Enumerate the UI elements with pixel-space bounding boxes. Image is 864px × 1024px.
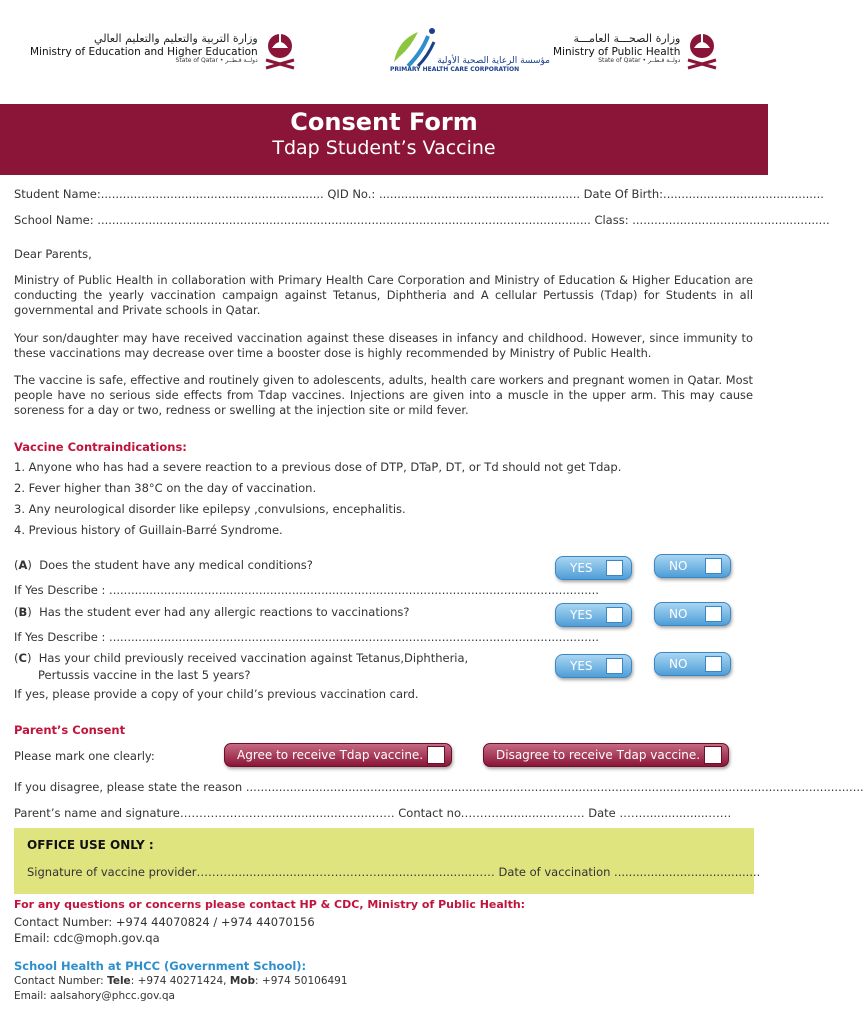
yes-label: YES bbox=[570, 561, 593, 575]
question-b-no-button[interactable] bbox=[654, 602, 731, 626]
question-a: (A) Does the student have any medical conditions? bbox=[14, 558, 313, 572]
disagree-label: Disagree to receive Tdap vaccine. bbox=[496, 748, 701, 762]
question-letter: C bbox=[18, 651, 27, 665]
moph-state: State of Qatar • دولــة قـطــر bbox=[598, 56, 681, 64]
phcc-phone-prefix: Contact Number: bbox=[14, 975, 108, 987]
checkbox[interactable] bbox=[705, 558, 722, 574]
phcc-logo bbox=[388, 22, 550, 74]
vaccination-card-note: If yes, please provide a copy of your child’s previous vaccination card. bbox=[14, 687, 419, 701]
question-c-text-line2: Pertussis vaccine in the last 5 years? bbox=[38, 668, 251, 682]
moe-state: State of Qatar • دولــة قـطــر bbox=[175, 56, 258, 64]
moph-logo bbox=[553, 26, 720, 72]
mark-one-label: Please mark one clearly: bbox=[14, 749, 155, 763]
parent-consent-heading: Parent’s Consent bbox=[14, 723, 126, 737]
moe-logo bbox=[30, 26, 298, 72]
question-c-text: Has your child previously received vaccination against Tetanus,Diphtheria, bbox=[38, 651, 469, 665]
describe-field-b[interactable]: If Yes Describe : ...................................................................................................................................... bbox=[14, 630, 599, 644]
checkbox[interactable] bbox=[427, 746, 445, 764]
office-use-heading: OFFICE USE ONLY : bbox=[27, 838, 154, 852]
describe-field-a[interactable]: If Yes Describe : ...................................................................................................................................... bbox=[14, 583, 599, 597]
checkbox[interactable] bbox=[606, 560, 623, 576]
contraindication-item: 3. Any neurological disorder like epilepsy ,convulsions, encephalitis. bbox=[14, 502, 406, 516]
checkbox[interactable] bbox=[606, 607, 623, 623]
cdc-contact-heading: For any questions or concerns please contact HP & CDC, Ministry of Public Health: bbox=[14, 898, 526, 911]
agree-label: Agree to receive Tdap vaccine. bbox=[237, 748, 424, 762]
moph-english-name: Ministry of Public Health bbox=[553, 45, 681, 58]
parent-signature-field[interactable]: Parent’s name and signature……………………..................……...…… Contact no.………..............……… Date ……..................…… bbox=[14, 806, 732, 820]
phcc-phone bbox=[14, 975, 348, 987]
school-info-row[interactable]: School Name: ....................................................................................................................................... Class: ...................................................... bbox=[14, 213, 830, 227]
question-letter: B bbox=[18, 605, 28, 619]
no-label: NO bbox=[669, 607, 688, 621]
paragraph-safety: The vaccine is safe, effective and routinely given to adolescents, adults, health care workers and pregnant women in Qatar. Most people have no serious side effects from Tdap vaccines. Injections are given into a muscle in the upper arm. This may cause soreness for a day or two, redness or swelling at the injection site or mild fever. bbox=[14, 373, 753, 417]
paragraph-campaign: Ministry of Public Health in collaboration with Primary Health Care Corporation and Ministry of Education & Higher Education are conducting the yearly vaccination campaign against Tetanus, Diphtheria and A cellular Pertussis (Tdap) for Students in all governmental and Private schools in Qatar. bbox=[14, 273, 753, 317]
moe-english-name: Ministry of Education and Higher Education bbox=[30, 45, 258, 58]
mob-label: Mob bbox=[229, 975, 256, 987]
question-letter: A bbox=[18, 558, 28, 572]
agree-button[interactable] bbox=[224, 743, 452, 767]
checkbox[interactable] bbox=[606, 658, 623, 674]
disagree-reason-field[interactable]: If you disagree, please state the reason ......................................................................................................................................................................... bbox=[14, 780, 864, 794]
contraindications-heading: Vaccine Contraindications: bbox=[14, 440, 187, 454]
question-b-text: Has the student ever had any allergic reactions to vaccinations? bbox=[39, 605, 410, 619]
question-b-yes-button[interactable] bbox=[555, 603, 632, 627]
moe-arabic-name: وزارة التربية والتعليم والتعليم العالي bbox=[94, 32, 258, 46]
office-use-box bbox=[14, 828, 761, 894]
checkbox[interactable] bbox=[704, 746, 722, 764]
phcc-email[interactable]: Email: aalsahory@phcc.gov.qa bbox=[14, 990, 175, 1002]
student-info-row[interactable]: Student Name:............................................................. QID No.: ....................................................... Date Of Birth:............................................ bbox=[14, 187, 824, 201]
title-banner bbox=[0, 104, 768, 175]
checkbox[interactable] bbox=[705, 656, 722, 672]
header bbox=[0, 0, 768, 104]
paragraph-immunity: Your son/daughter may have received vaccination against these diseases in infancy and childhood. However, since immunity to these vaccinations may decrease over time a booster dose is highly recommended by Ministry of Public Health. bbox=[14, 331, 753, 360]
moph-arabic-name: وزارة الصحـــة العامـــة bbox=[573, 32, 681, 46]
form-subtitle: Tdap Student’s Vaccine bbox=[272, 137, 496, 159]
question-b: (B) Has the student ever had any allergic reactions to vaccinations? bbox=[14, 605, 410, 619]
yes-label: YES bbox=[570, 608, 593, 622]
question-a-yes-button[interactable] bbox=[555, 556, 632, 580]
question-c-yes-button[interactable] bbox=[555, 654, 632, 678]
contraindication-item: 1. Anyone who has had a severe reaction to a previous dose of DTP, DTaP, DT, or Td should not get Tdap. bbox=[14, 460, 622, 474]
vaccine-provider-signature-field[interactable]: Signature of vaccine provider……….....................………………..........................…… Date of vaccination ........................................ bbox=[27, 865, 761, 879]
greeting: Dear Parents, bbox=[14, 247, 92, 261]
no-label: NO bbox=[669, 657, 688, 671]
question-a-no-button[interactable] bbox=[654, 554, 731, 578]
cdc-phone: Contact Number: +974 44070824 / +974 44070156 bbox=[14, 915, 315, 929]
yes-label: YES bbox=[570, 659, 593, 673]
qatar-emblem-icon bbox=[262, 26, 298, 72]
tele-label: Tele bbox=[107, 975, 131, 987]
phcc-contact-heading: School Health at PHCC (Government School): bbox=[14, 959, 307, 973]
phcc-english-name: PRIMARY HEALTH CARE CORPORATION bbox=[390, 66, 520, 73]
question-c-no-button[interactable] bbox=[654, 652, 731, 676]
contraindication-item: 4. Previous history of Guillain-Barré Syndrome. bbox=[14, 523, 283, 537]
checkbox[interactable] bbox=[705, 606, 722, 622]
tele-number: : +974 40271424, bbox=[130, 975, 230, 987]
form-title: Consent Form bbox=[290, 108, 478, 136]
phcc-arabic-name: مؤسسة الرعاية الصحية الأولية bbox=[437, 56, 550, 66]
qatar-emblem-icon bbox=[684, 26, 720, 72]
cdc-email[interactable]: Email: cdc@moph.gov.qa bbox=[14, 931, 160, 945]
no-label: NO bbox=[669, 559, 688, 573]
contraindication-item: 2. Fever higher than 38°C on the day of vaccination. bbox=[14, 481, 317, 495]
disagree-button[interactable] bbox=[483, 743, 729, 767]
question-a-text: Does the student have any medical conditions? bbox=[39, 558, 313, 572]
question-c: (C) Has your child previously received vaccination against Tetanus,Diphtheria, bbox=[14, 651, 469, 665]
mob-number: : +974 50106491 bbox=[255, 975, 348, 987]
